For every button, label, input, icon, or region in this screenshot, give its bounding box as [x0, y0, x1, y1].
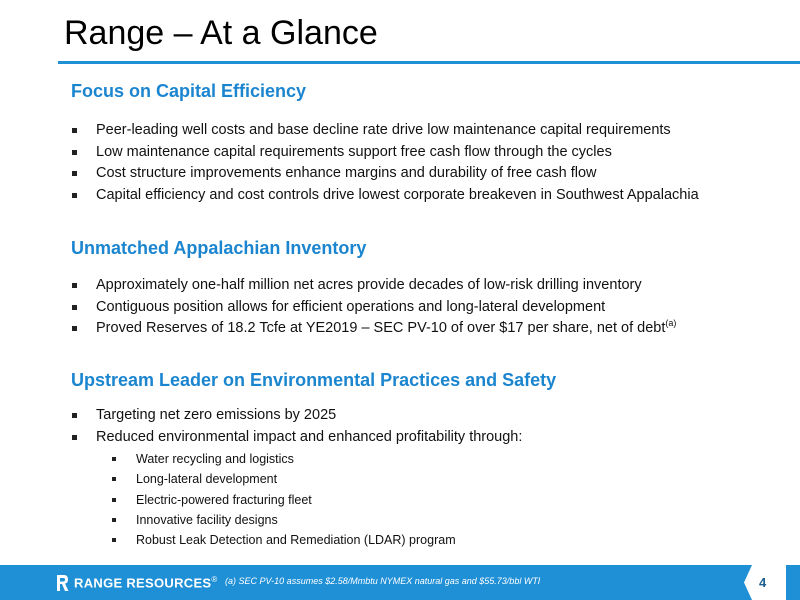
bullet-text: Peer-leading well costs and base decline rate drive low maintenance capital requirements [96, 122, 671, 138]
square-bullet-icon [72, 128, 77, 133]
bullet-list-environmental-practices [72, 405, 522, 448]
sub-list-item [112, 510, 456, 530]
page-number: 4 [759, 575, 767, 590]
list-item [72, 405, 522, 427]
sub-bullet-text: Long-lateral development [136, 472, 278, 487]
square-bullet-icon [72, 193, 77, 198]
list-item [72, 275, 676, 297]
list-item [72, 120, 699, 142]
list-item [72, 142, 699, 164]
square-bullet-icon [72, 413, 77, 418]
square-bullet-icon [72, 171, 77, 176]
list-item [72, 318, 676, 340]
sub-bullet-text: Innovative facility designs [136, 512, 278, 527]
page-title: Range – At a Glance [64, 14, 378, 52]
sub-list-item [112, 449, 456, 469]
list-item [72, 163, 699, 185]
sub-list-item [112, 490, 456, 510]
bullet-text: Capital efficiency and cost controls drive lowest corporate breakeven in Southwest Appalachia [96, 186, 699, 203]
square-bullet-icon [72, 326, 77, 331]
bullet-list-appalachian-inventory [72, 275, 676, 340]
sub-bullet-text: Water recycling and logistics [136, 452, 294, 466]
logo-text: RANGE RESOURCES® [74, 575, 218, 591]
range-logo-icon [57, 575, 69, 591]
list-item [72, 297, 676, 319]
company-logo [57, 573, 218, 593]
square-bullet-icon [112, 498, 116, 502]
section-heading-appalachian-inventory: Unmatched Appalachian Inventory [71, 238, 367, 258]
square-bullet-icon [112, 538, 116, 542]
sub-list-item [112, 530, 456, 550]
list-item [72, 427, 522, 449]
footer-bar [0, 565, 800, 600]
bullet-text: Low maintenance capital requirements support free cash flow through the cycles [96, 143, 612, 160]
sub-bullet-text: Electric-powered fracturing fleet [136, 492, 312, 507]
bullet-text: Cost structure improvements enhance margins and durability of free cash flow [96, 165, 597, 181]
square-bullet-icon [72, 150, 77, 155]
title-underline [58, 61, 800, 64]
bullet-text: Targeting net zero emissions by 2025 [96, 407, 337, 423]
sub-list-item [112, 469, 456, 489]
bullet-text: Approximately one-half million net acres provide decades of low-risk drilling inventory [96, 277, 642, 293]
bullet-list-capital-efficiency [72, 120, 699, 206]
section-heading-environmental-practices: Upstream Leader on Environmental Practices and Safety [71, 370, 557, 390]
square-bullet-icon [72, 283, 77, 288]
square-bullet-icon [112, 477, 116, 481]
square-bullet-icon [72, 305, 77, 310]
square-bullet-icon [72, 435, 77, 440]
bullet-text: Contiguous position allows for efficient operations and long-lateral development [96, 298, 606, 315]
footer-corner [790, 565, 800, 600]
square-bullet-icon [112, 457, 116, 461]
footnote-marker: (a) [665, 318, 677, 329]
square-bullet-icon [112, 518, 116, 522]
footnote-text: (a) SEC PV-10 assumes $2.58/Mmbtu NYMEX natural gas and $55.73/bbl WTI [225, 576, 541, 586]
sub-bullet-text: Robust Leak Detection and Remediation (LDAR) program [136, 533, 456, 548]
bullet-text: Proved Reserves of 18.2 Tcfe at YE2019 – SEC PV-10 of over $17 per share, net of debt [96, 320, 666, 336]
list-item [72, 185, 699, 207]
bullet-text: Reduced environmental impact and enhanced profitability through: [96, 428, 523, 445]
section-heading-capital-efficiency: Focus on Capital Efficiency [71, 81, 307, 101]
sub-bullet-list-profitability [112, 449, 456, 550]
